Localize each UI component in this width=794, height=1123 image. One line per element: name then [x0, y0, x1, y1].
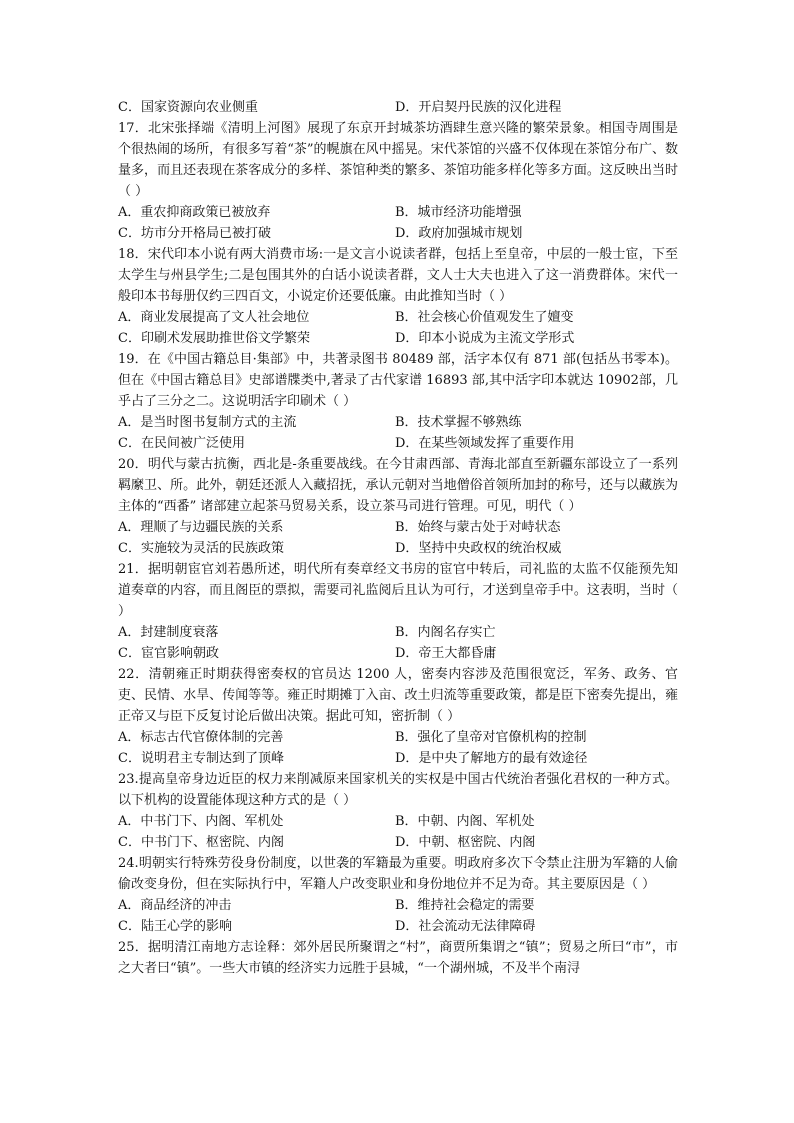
question-stem: 21．据明朝宦官刘若愚所述，明代所有奏章经文书房的宦官中转后，司礼监的太监不仅能预先知道奏章的内容，而且阁臣的票拟，需要司礼监阅后且认为可行，才送到皇帝手中。这表明，当时（ ） — [118, 562, 678, 619]
options-row-cd — [118, 328, 678, 349]
option-c: C．印刷术发展助推世俗文学繁荣 — [118, 331, 310, 346]
option-a: A．标志古代官僚体制的完善 — [118, 730, 284, 745]
option-b: B．始终与蒙古处于对峙状态 — [395, 520, 561, 535]
option-d: D．政府加强城市规划 — [395, 226, 523, 241]
option-d: D．开启契丹民族的汉化进程 — [395, 100, 562, 115]
option-d: D．在某些领域发挥了重要作用 — [395, 436, 575, 451]
option-c: C．坊市分开格局已被打破 — [118, 226, 271, 241]
question-24 — [118, 853, 678, 937]
question-23 — [118, 769, 678, 853]
question-18 — [118, 244, 678, 349]
option-b: B．内阁名存实亡 — [395, 625, 496, 640]
question-stem: 17．北宋张择端《清明上河图》展现了东京开封城茶坊酒肆生意兴隆的繁荣景象。相国寺周围是个很热闹的场所，有很多写着“茶”的幌旗在风中摇晃。宋代茶馆的兴盛不仅体现在茶馆分布广、数量多，而且还表现在茶客成分的多样、茶馆种类的繁多、茶馆功能多样化等多方面。这反映出当时（ ） — [118, 121, 678, 199]
option-b: B．中朝、内阁、军机处 — [395, 814, 535, 829]
option-c: C．宦官影响朝政 — [118, 646, 219, 661]
option-c: C．陆王心学的影响 — [118, 919, 232, 934]
options-row-ab — [118, 307, 678, 328]
options-row-ab — [118, 811, 678, 832]
question-20 — [118, 454, 678, 559]
options-row-cd — [118, 433, 678, 454]
exam-page — [118, 97, 678, 979]
options-row-cd — [118, 643, 678, 664]
option-a: A．是当时图书复制方式的主流 — [118, 415, 297, 430]
option-d: D．中朝、枢密院、内阁 — [395, 835, 536, 850]
options-row-cd — [118, 748, 678, 769]
option-a: A．重农抑商政策已被放弃 — [118, 205, 271, 220]
question-stem: 23.提高皇帝身边近臣的权力来削减原来国家机关的实权是中国古代统治者强化君权的一种方式。以下机构的设置能体现这种方式的是（ ） — [118, 772, 678, 808]
option-d: D．帝王大都昏庸 — [395, 646, 497, 661]
question-stem: 18．宋代印本小说有两大消费市场:一是文言小说读者群，包括上至皇帝，中层的一般士宦，下至太学生与州县学生;二是包围其外的白话小说读者群，文人士大夫也进入了这一消费群体。宋代一般印本书每册仅约三四百文，小说定价还要低廉。由此推知当时（ ） — [118, 247, 678, 304]
question-25 — [118, 937, 678, 979]
options-row-cd — [118, 832, 678, 853]
option-b: B．强化了皇帝对官僚机构的控制 — [395, 730, 587, 745]
options-row-ab — [118, 727, 678, 748]
question-21 — [118, 559, 678, 664]
option-d: D．是中央了解地方的最有效途径 — [395, 751, 588, 766]
option-a: A．封建制度衰落 — [118, 625, 219, 640]
options-row-ab — [118, 895, 678, 916]
option-a: A．理顺了与边疆民族的关系 — [118, 520, 284, 535]
question-17 — [118, 118, 678, 244]
question-19 — [118, 349, 678, 454]
question-stem: 25．据明清江南地方志诠释：郊外居民所聚谓之“村”，商贾所集谓之“镇”；贸易之所曰“市”，市之大者曰“镇”。一些大市镇的经济实力远胜于县城，“一个湖州城，不及半个南浔 — [118, 940, 678, 976]
option-a: A．中书门下、内阁、军机处 — [118, 814, 284, 829]
options-row-cd — [118, 97, 678, 118]
option-d: D．坚持中央政权的统治权威 — [395, 541, 562, 556]
option-c: C．中书门下、枢密院、内阁 — [118, 835, 284, 850]
option-c: C．在民间被广泛使用 — [118, 436, 245, 451]
options-row-ab — [118, 517, 678, 538]
options-row-cd — [118, 916, 678, 937]
options-row-ab — [118, 202, 678, 223]
options-row-ab — [118, 622, 678, 643]
question-stem: 24.明朝实行特殊劳役身份制度，以世袭的军籍最为重要。明政府多次下令禁止注册为军籍的人偷偷改变身份，但在实际执行中，军籍人户改变职业和身份地位并不足为奇。其主要原因是（ ） — [118, 856, 678, 892]
option-c: C．说明君主专制达到了顶峰 — [118, 751, 284, 766]
option-d: D．印本小说成为主流文学形式 — [395, 331, 575, 346]
option-c: C．国家资源向农业侧重 — [118, 100, 258, 115]
option-b: B．城市经济功能增强 — [395, 205, 522, 220]
option-a: A．商品经济的冲击 — [118, 898, 232, 913]
option-b: B．维持社会稳定的需要 — [395, 898, 535, 913]
option-a: A．商业发展提高了文人社会地位 — [118, 310, 310, 325]
option-b: B．技术掌握不够熟练 — [395, 415, 522, 430]
question-22 — [118, 664, 678, 769]
question-stem: 22．清朝雍正时期获得密奏权的官员达 1200 人，密奏内容涉及范围很宽泛，军务、政务、官吏、民情、水旱、传闻等等。雍正时期摊丁入亩、改土归流等重要政策，都是臣下密奏先提出，雍正帝又与臣下反复讨论后做出决策。据此可知，密折制（ ） — [118, 667, 678, 724]
question-stem: 20．明代与蒙古抗衡，西北是-条重要战线。在今甘肃西部、青海北部直至新疆东部设立了一系列羁縻卫、所。此外，朝廷还派人入藏招抚，承认元朝对当地僧俗首领所加封的称号，还与以藏族为主体的“西番” 诸部建立起茶马贸易关系，设立茶马司进行管理。可见，明代（ ） — [118, 457, 678, 514]
option-d: D．社会流动无法律障碍 — [395, 919, 536, 934]
options-row-cd — [118, 538, 678, 559]
option-b: B．社会核心价值观发生了嬗变 — [395, 310, 574, 325]
options-row-cd — [118, 223, 678, 244]
option-c: C．实施较为灵活的民族政策 — [118, 541, 284, 556]
question-stem: 19．在《中国古籍总目·集部》中，共著录图书 80489 部，活字本仅有 871 部(包括丛书零本)。但在《中国古籍总目》史部谱牒类中,著录了古代家谱 16893 部,其中活字印本就达 10902部，几乎占了三分之二。这说明活字印刷术（ ） — [118, 352, 678, 409]
options-row-ab — [118, 412, 678, 433]
